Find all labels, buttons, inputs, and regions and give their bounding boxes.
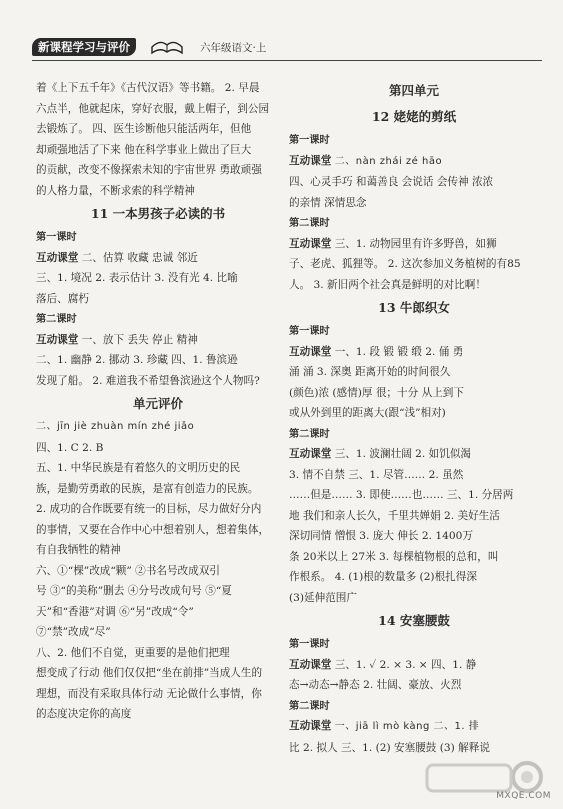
answer-line: ……但是…… 3. 即使……也…… 三、1. 分居两: [289, 489, 514, 501]
activity-label: 互动课堂: [289, 448, 332, 460]
series-title: 新课程学习与评价: [32, 38, 136, 56]
answer-line: 子、老虎、狐狸等。 2. 这次参加义务植树的有85: [289, 258, 521, 270]
answer-line: 或从外到里的距离大(跟“浅”相对): [289, 407, 446, 419]
activity-label: 互动课堂: [36, 333, 79, 346]
section-heading: 第二课时: [289, 217, 330, 229]
answer-line: [289, 342, 539, 363]
answer-line: 去锻炼了。 四、医生诊断他只能活两年，但他: [36, 123, 252, 135]
activity-label: 互动课堂: [36, 251, 79, 264]
answer-line: 想变成了行动 他们仅仅把“坐在前排”当成人生的: [36, 667, 263, 679]
answer-line: [289, 655, 539, 676]
answer-line: 的亲情 深情思念: [289, 196, 367, 209]
answer-text: 二、nàn zhái zé hāo: [334, 155, 443, 167]
activity-label: 互动课堂: [289, 658, 332, 671]
activity-label: 互动课堂: [289, 237, 332, 250]
answer-line: 作根系。 4. (1)根的数量多 (2)根扎得深: [289, 571, 477, 583]
activity-label: 互动课堂: [289, 720, 332, 732]
answer-text: 二、估算 收藏 忠诚 邻近: [81, 251, 198, 264]
answer-line: 3. 情不自禁 三、1. 尽管…… 2. 虽然: [289, 468, 464, 481]
answer-text: 三、1. 波澜壮阔 2. 如饥似渴: [334, 448, 472, 460]
answer-line: [289, 151, 539, 173]
answer-line: (3)延伸范围广: [289, 591, 357, 604]
answer-text: 一、jiā lì mò kàng 二、1. 排: [334, 721, 480, 732]
answer-line: 有自我牺牲的精神: [36, 544, 121, 556]
answer-line: [289, 716, 539, 738]
answer-text: 一、1. 段 锻 锻 缎 2. 俑 勇: [334, 345, 464, 358]
unit-title: 第四单元: [388, 83, 439, 98]
activity-label: 互动课堂: [289, 154, 332, 167]
lesson-title: 11 一本男孩子必读的书: [90, 206, 226, 221]
answer-line: 天”和“香港”对调 ⑥“另”改成“令”: [36, 605, 194, 618]
answer-line: 四、心灵手巧 和蔼善良 会说话 会传神 浓浓: [289, 176, 494, 188]
answer-line: 的贡献，改变不像探索未知的宇宙世界 勇敢顽强: [36, 164, 262, 176]
answer-line: 涌 涌 3. 深奥 距离开始的时间很久: [289, 366, 451, 378]
unit-title: 单元评价: [132, 396, 183, 411]
section-heading: 第二课时: [289, 699, 330, 712]
pinyin-line: 二、jīn jiè zhuàn mín zhé jiǎo: [36, 421, 195, 432]
answer-line: 2. 成功的合作既要有统一的目标，尽力做好分内: [36, 503, 262, 515]
answer-text: 一、放下 丢失 停止 精神: [81, 333, 198, 346]
answer-line: 发现了船。 2. 难道我不希望鲁滨逊这个人物吗?: [36, 374, 260, 387]
answer-line: ⑦“禁”改成“尽”: [36, 626, 111, 638]
answer-line: 族，是勤劳勇敢的民族，是富有创造力的民族。: [36, 482, 259, 495]
answer-line: 理想，而没有采取具体行动 无论做什么事情，你: [36, 687, 262, 700]
activity-label: 互动课堂: [289, 345, 332, 358]
answer-line: [289, 234, 539, 255]
answer-line: (颜色)浓 (感情)厚 很；十分 从上到下: [289, 386, 464, 399]
watermark-url: MXQE.COM: [496, 791, 551, 801]
answer-line: 三、1. 境况 2. 表示估计 3. 没有光 4. 比喻: [36, 272, 238, 284]
answer-line: [289, 444, 539, 465]
answer-line: 八、2. 他们不自觉，更重要的是他们把理: [36, 646, 230, 659]
answer-line: 比 2. 拟人 三、1. (2) 安塞腰鼓 (3) 解释说: [289, 741, 490, 754]
grade-label: 六年级语文·上: [200, 42, 267, 54]
section-heading: 第一课时: [289, 638, 330, 650]
answer-line: [36, 248, 280, 269]
section-heading: 第二课时: [36, 313, 77, 325]
answer-line: 落后、腐朽: [36, 292, 89, 305]
answer-line: 四、1. C 2. B: [36, 441, 104, 454]
answer-line: 二、1. 幽静 2. 挪动 3. 珍藏 四、1. 鲁滨逊: [36, 354, 238, 366]
lesson-title: 12 姥姥的剪纸: [371, 109, 457, 124]
answer-line: 深切同情 憎恨 3. 庞大 伸长 2. 1400万: [289, 530, 473, 542]
answer-line: 却顽强地活了下来 他在科学事业上做出了巨大: [36, 143, 252, 156]
right-column: [289, 78, 539, 758]
answer-line: 人。 3. 新旧两个社会真是鲜明的对比啊！: [289, 278, 486, 291]
answer-line: 条 20米以上 27米 3. 每棵植物根的总和，叫: [289, 550, 499, 563]
answer-line: 的事情，又要在合作中心中想着别人，想着集体，: [36, 523, 270, 536]
section-heading: 第一课时: [289, 134, 330, 146]
answer-line: [36, 330, 280, 351]
answer-line: 五、1. 中华民族是有着悠久的文明历史的民: [36, 462, 241, 474]
section-heading: 第二课时: [289, 427, 330, 440]
section-heading: 第一课时: [36, 231, 77, 243]
left-column: [36, 78, 280, 725]
section-heading: 第一课时: [289, 325, 330, 337]
answer-line: 着《上下五千年》《古代汉语》等书籍。 2. 早晨: [36, 82, 260, 94]
answer-text: 三、1. ✓ 2. × 3. × 四、1. 静: [334, 658, 477, 671]
book-icon: [150, 38, 184, 56]
page-header: [32, 38, 542, 61]
answer-line: 地 我们和亲人长久，千里共婵娟 2. 美好生活: [289, 509, 500, 522]
lesson-title: 13 牛郎织女: [378, 300, 450, 315]
answer-line: 的态度决定你的高度: [36, 708, 132, 720]
answer-line: 态→动态→静态 2. 壮阔、豪放、火烈: [289, 679, 462, 691]
lesson-title: 14 安塞腰鼓: [378, 613, 450, 628]
answer-line: 六点半，他就起床，穿好衣服，戴上帽子，到公园: [36, 102, 270, 115]
answer-line: 号 ③“的美称”删去 ④分号改成句号 ⑤“夏: [36, 585, 232, 597]
answer-text: 三、1. 动物园里有许多野兽，如狮: [334, 237, 497, 250]
answer-line: 六、①“棵”改成“颗” ②书名号改成双引: [36, 564, 220, 577]
answer-line: 的人格力量，不断求索的科学精神: [36, 184, 195, 197]
